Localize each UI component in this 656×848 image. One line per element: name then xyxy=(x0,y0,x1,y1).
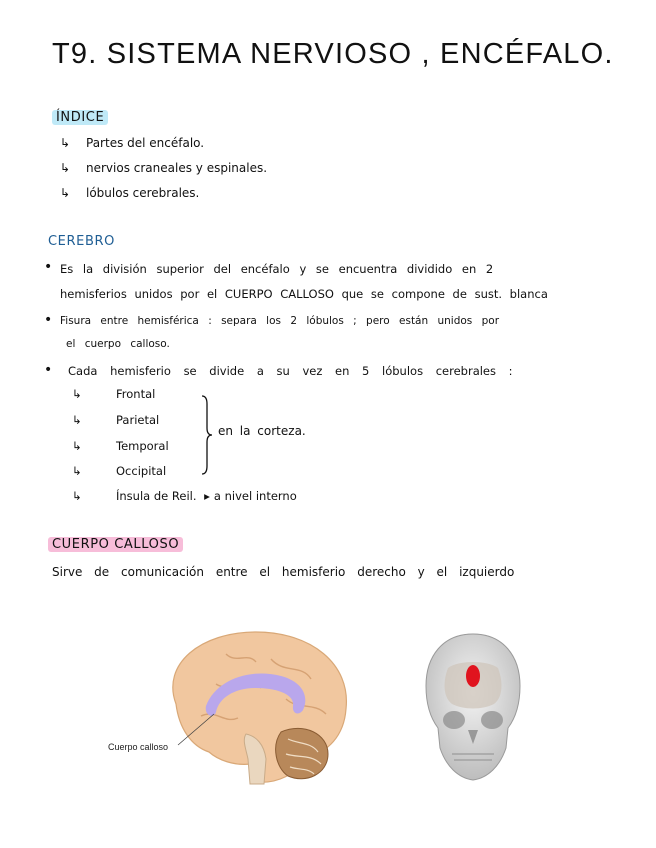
curved-arrow-icon: ↳ xyxy=(60,136,71,150)
skull-image xyxy=(418,628,528,788)
cerebellum-shape xyxy=(276,728,328,778)
lobe-item xyxy=(72,464,166,478)
cerebro-bullet-2-line-1: Fisura entre hemisférica : separa los 2 lóbulos ; pero están unidos por xyxy=(60,315,500,327)
lobe-name: Frontal xyxy=(116,387,156,401)
lobe-name: Occipital xyxy=(116,464,167,478)
corner-arrow-icon: ↳ xyxy=(72,413,82,427)
right-eye-socket xyxy=(481,711,503,729)
lobe-name: Temporal xyxy=(116,439,169,453)
cerebro-bullet-3-line-1: Cada hemisferio se divide a su vez en 5 lóbulos cerebrales : xyxy=(68,364,513,378)
curved-arrow-icon: ↳ xyxy=(60,161,71,175)
corner-arrow-icon: ↳ xyxy=(72,489,82,503)
corner-arrow-icon: ↳ xyxy=(72,464,82,478)
left-eye-socket xyxy=(443,711,465,729)
index-item-text: nervios craneales y espinales. xyxy=(86,161,268,175)
insula-note: a nivel interno xyxy=(213,489,297,503)
bullet-dot: • xyxy=(44,312,53,328)
curly-brace-icon xyxy=(200,394,214,476)
index-item xyxy=(60,136,204,150)
index-item-text: Partes del encéfalo. xyxy=(86,136,205,150)
lobe-item xyxy=(72,387,155,401)
cerebro-bullet-2-line-2: el cuerpo calloso. xyxy=(66,338,170,350)
lobe-item xyxy=(72,489,297,503)
cerebro-heading: CEREBRO xyxy=(48,234,115,249)
index-heading-text: ÍNDICE xyxy=(52,110,108,125)
cuerpo-calloso-text: Sirve de comunicación entre el hemisferio derecho y el izquierdo xyxy=(52,565,515,579)
lobe-name: Ínsula de Reil. xyxy=(116,489,197,503)
brain-sagittal-image xyxy=(106,624,356,789)
lobe-item xyxy=(72,413,159,427)
corpus-callosum-label: Cuerpo calloso xyxy=(108,742,169,752)
cuerpo-calloso-heading xyxy=(48,537,183,552)
lobes-group-label: en la corteza. xyxy=(218,424,306,438)
lobe-item xyxy=(72,439,169,453)
cerebro-bullet-1-line-2: hemisferios unidos por el CUERPO CALLOSO que se compone de sust. blanca xyxy=(60,287,548,301)
curved-arrow-icon: ↳ xyxy=(60,186,71,200)
cerebro-bullet-1-line-1: Es la división superior del encéfalo y se encuentra dividido en 2 xyxy=(60,262,494,276)
index-item-text: lóbulos cerebrales. xyxy=(86,186,200,200)
lobe-name: Parietal xyxy=(116,413,160,427)
corner-arrow-icon: ↳ xyxy=(72,387,82,401)
index-item xyxy=(60,161,267,175)
bullet-dot: • xyxy=(44,259,53,275)
index-heading xyxy=(52,110,108,125)
index-item xyxy=(60,186,199,200)
cuerpo-calloso-heading-text: CUERPO CALLOSO xyxy=(48,537,183,552)
highlighted-region-marker xyxy=(466,665,480,687)
bullet-dot: • xyxy=(44,362,53,378)
page-title: T9. SISTEMA NERVIOSO , ENCÉFALO. xyxy=(52,38,614,70)
corner-arrow-icon: ↳ xyxy=(72,439,82,453)
small-arrow-icon: ▸ xyxy=(204,489,210,503)
